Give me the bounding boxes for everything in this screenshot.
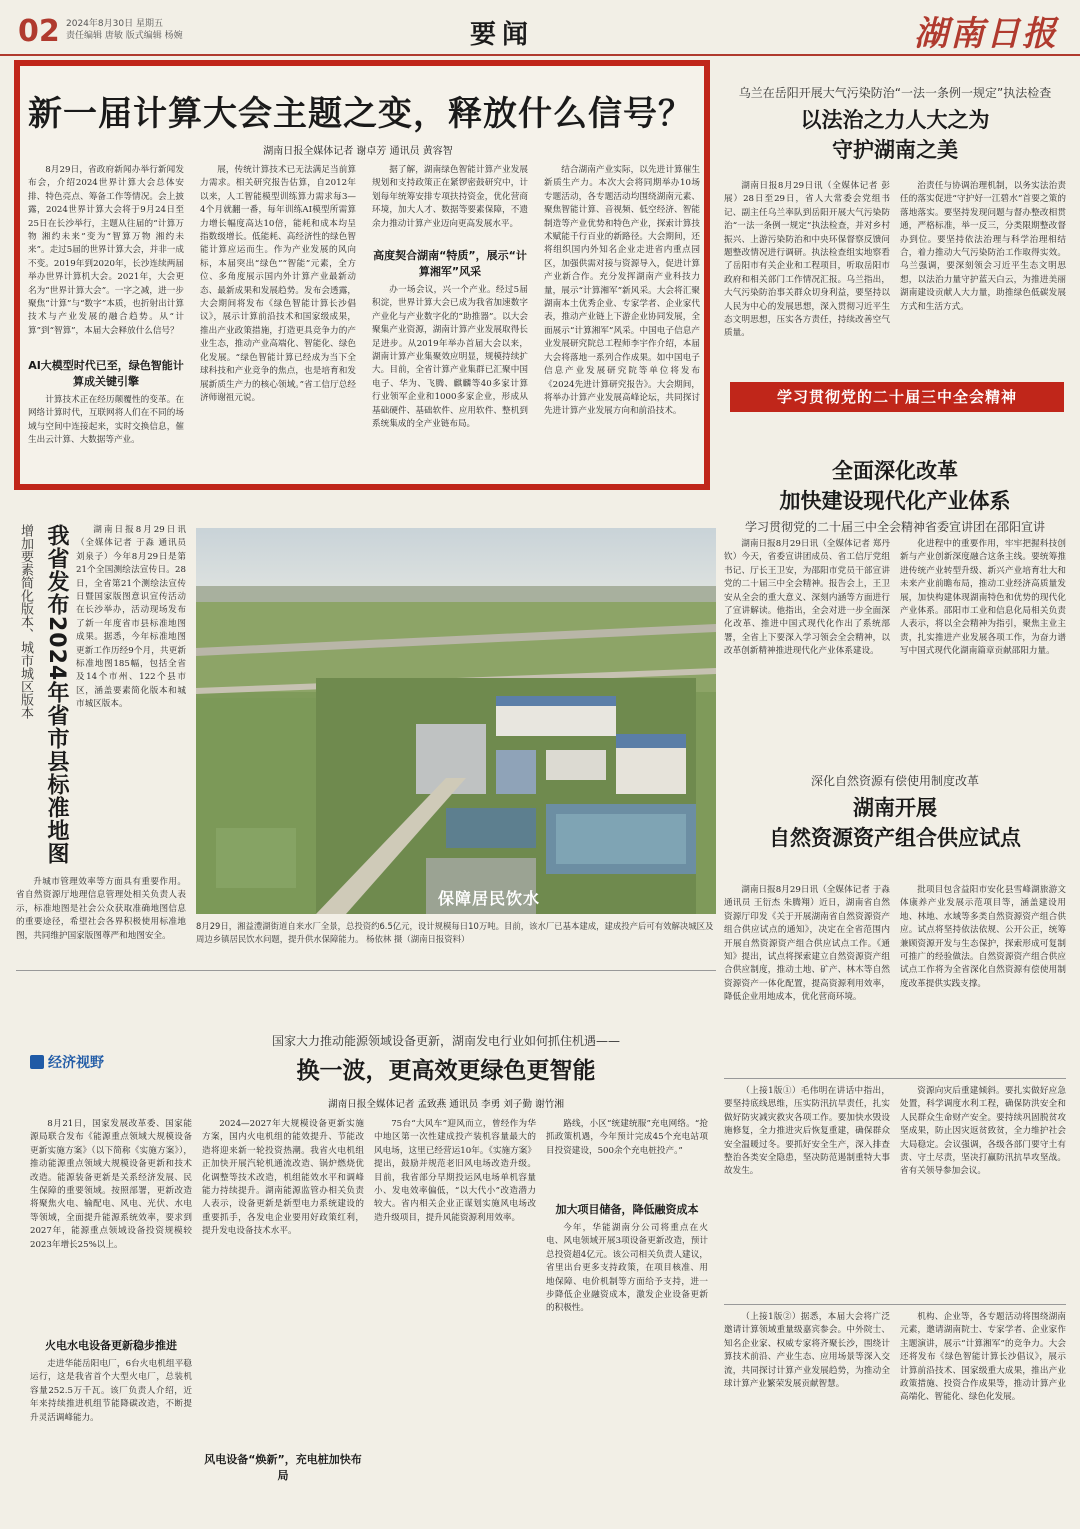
lead-column-3	[372, 164, 528, 482]
masthead-meta	[66, 18, 183, 42]
econ-column-2	[202, 1118, 364, 1522]
story-headline[interactable]: 全面深化改革 加快建设现代化产业体系	[779, 459, 1011, 513]
econ-column-4	[546, 1118, 708, 1522]
econ-section-logo	[30, 1052, 104, 1072]
reform-story[interactable]	[724, 452, 1066, 752]
story-column: （上接1版①）毛伟明在讲话中指出，要坚持底线思维，压实防汛抗旱责任，扎实做好防灾减灾救灾各项工作。要加快水毁设施修复，全力推进灾后恢复重建，确保群众安全温暖过冬。要抓好安全生产，深入排查整治各类安全隐患，坚决防范遏制重特大事故发生。	[724, 1086, 890, 1177]
lead-paragraph: 结合湖南产业实际，以先进计算催生新质生产力。本次大会将同期举办10场专题活动，各专题活动均围绕湖南元素、聚焦智能计算、音视频、低空经济、智能制造等产业优势和特色产业，探索计算技术赋能千行百业的新路径。大会期间，还将组织国内外知名企业走进省内重点园区，加强供需对接与资源导入，促进计算产业新合作。充分发挥湖南产业科技力量，展示“计算湘军”新风采。大会将汇聚湖南本土优秀企业、专家学者、企业家代表，推动产业链上下游企业协同发展，全面展示“计算湘军”风采。中国电子信息产业发展研究院总工程师李宇作介绍，本届大会将落地一系列合作成果。如中国电子信息产业发展研究院等单位将发布《2024先进计算研究报告》。大会期间，将举办计算产业发展高峰论坛，共同探讨先进计算产业发展方向和前沿技术。	[544, 165, 700, 417]
section-title: 要闻	[470, 20, 535, 50]
natural-resources-story[interactable]	[724, 772, 1066, 1072]
econ-column-1	[30, 1118, 192, 1522]
lead-body	[28, 164, 700, 482]
story-column: （上接1版②）据悉，本届大会将广泛邀请计算领域重量级嘉宾参会。中外院士、知名企业家、权威专家将齐聚长沙，围绕计算技术前沿、产业生态、应用场景等深入交流，共同探讨计算产业发展趋势，为推动全球计算产业繁荣发展贡献智慧。	[724, 1312, 890, 1390]
section-divider	[16, 970, 716, 971]
story-headline[interactable]: 我省发布2024年省市县标准地图	[44, 524, 69, 866]
newspaper-logo: 湖南日报	[914, 14, 1058, 54]
econ-headline[interactable]: 换一波，更高效更绿色更智能	[296, 1058, 596, 1084]
story-column: 湖南日报8月29日讯（全媒体记者 于淼 通讯员 刘泉子）今年8月29日是第21个全国测绘法宣传日。28日，全省第21个测绘法宣传日暨国家版图意识宣传活动在长沙举办，活动现场发布了新一年度省市县标准地图成果。据悉，今年标准地图更新工作历经9个月，共更新标准地图185幅，包括全省及14个市州、122个县市区，涵盖要素简化版本和城市城区版本。	[76, 525, 186, 710]
aerial-photo-illustration	[196, 528, 716, 914]
lead-headline[interactable]: 新一届计算大会主题之变，释放什么信号？	[28, 94, 693, 134]
lead-paragraph: 据了解，湖南绿色智能计算产业发展规划和支持政策正在紧锣密鼓研究中，计划每年统筹安排专项扶持资金，优化营商环境，加大人才、数据等要素保障，不遗余力推动计算产业迈向更高发展水平。	[372, 165, 528, 229]
econ-paragraph: 今年，华能湖南分公司将重点在火电、风电领域开展3项设备更新改造，预计总投资超4亿元。该公司相关负责人建议，省里出台更多支持政策，在项目核准、用地保障、电价机制等方面给予支持，进一步降低企业融资成本，激发企业设备更新的积极性。	[546, 1223, 708, 1314]
page-number: 02	[18, 14, 60, 49]
law-enforcement-story[interactable]	[724, 84, 1066, 374]
issue-date: 2024年8月30日 星期五	[66, 19, 163, 29]
story-column: 机构、企业等，各专题活动将围绕湖南元素，邀请湖南院士、专家学者、企业家作主题演讲，展示“计算湘军”的竞争力。大会还将发布《绿色智能计算长沙倡议》，展示计算前沿技术、国家级重大成果，推出产业政策措施、投资合作成果等，推动计算产业高端化、智能化、绿色化发展。	[900, 1312, 1066, 1403]
story-column: 湖南日报8月29日讯（全媒体记者 郑丹钦）今天，省委宣讲团成员、省工信厅党组书记、厅长王卫安，为邵阳市党员干部宣讲党的二十届三中全会精神。报告会上，王卫安从全会的重大意义、深刻内涵等方面进行了宣讲解读。他指出，全会对进一步全面深化改革、推进中国式现代化作出了系统部署，全省上下要深入学习领会全会精神，以改革创新精神推进现代化产业体系建设。	[724, 539, 890, 657]
lead-column-2	[200, 164, 356, 482]
lead-paragraph: 展，传统计算技术已无法满足当前算力需求。相关研究报告估算，自2012年以来，人工智能模型训练算力需求每3—4个月就翻一番，每年训练AI模型所需算力增长幅度高达10倍，能耗和成本均呈指数级增长。低能耗、高经济性的绿色智能计算应运而生。作为产业发展的风向标，本届突出“绿色”“智能”元素，全方位、多角度展示国内外计算产业最新动态、最新成果和发展趋势。发布会透露，大会期间将发布《绿色智能计算长沙倡议》，展示计算前沿技术和国家级成果，推出产业政策措施，打造更具竞争力的产业生态，推动产业高端化、智能化、绿色化发展。“绿色智能计算已经成为当下全球科技和产业竞争的焦点，也是培育和发展新质生产力的核心领域。”省工信厅总经济师谢祖元说。	[200, 165, 356, 403]
econ-logo-icon	[30, 1055, 44, 1069]
lead-paragraph: 办一场会议，兴一个产业。经过5届积淀，世界计算大会已成为我省加速数字产业化与产业数字化的“助推器”。以大会聚集产业资源，湖南计算产业发展取得长足进步。从2019年举办首届大会以来，湖南计算产业集聚效应明显，规模持续扩大。目前，全省计算产业集群已汇聚中国电子、华为、飞腾、麒麟等40多家计算行业领军企业和1000多家企业，形成从基础硬件、基础软件、应用软件、整机到系统集成的全产业链布局。	[372, 285, 528, 430]
story-column: 湖南日报8月29日讯（全媒体记者 于淼 通讯员 王衍杰 朱腾翔）近日，湖南省自然资源厅印发《关于开展湖南省自然资源资产组合供应试点的通知》，决定在全省范围内开展自然资源资产组合供应试点工作。《通知》提出，试点将探索建立自然资源资产组合供应制度，推动土地、矿产、林木等自然资源资产一体化配置，提高资源利用效率，降低企业用地成本，优化营商环境。	[724, 885, 890, 1003]
story-column: 资源向灾后重建倾斜。要扎实做好应急处置，科学调度水利工程，确保防洪安全和人民群众生命财产安全。要持续巩固脱贫攻坚成果，防止因灾返贫致贫，全力维护社会大局稳定。会议强调，各级各部门要守土有责、守土尽责，坚决打赢防汛抗旱攻坚战。省有关领导参加会议。	[900, 1086, 1066, 1177]
econ-paragraph: 8月21日，国家发展改革委、国家能源局联合发布《能源重点领域大规模设备更新实施方案》（以下简称《实施方案》），推动能源重点领域大规模设备更新和技术改造。能源装备更新是关系经济发展、民生保障的重要领域。按照部署，更新改造将聚焦火电、输配电、风电、光伏、水电等领域，全面提升能源系统效率，要求到2027年，能源重点领域设备投资规模较2023年增长25%以上。	[30, 1119, 192, 1250]
story-column: 湖南日报8月29日讯（全媒体记者 彭展）28日至29日，省人大常委会党组书记、副主任乌兰率队到岳阳开展大气污染防治“一法一条例一规定”执法检查，并对乡村振兴、上游污染防治和中央环保督察反馈问题整改情况进行调研。执法检查组实地察看了岳阳市有关企业和工程项目，听取岳阳市政府和相关部门工作情况汇报。乌兰指出，大气污染防治事关群众切身利益，要坚持以人民为中心的发展思想，深入贯彻习近平生态文明思想，压实各方责任，持续改善空气质量。	[724, 181, 890, 339]
econ-column-3	[374, 1118, 536, 1522]
story-kicker: 乌兰在岳阳开展大气污染防治“一法一条例一规定”执法检查	[738, 86, 1052, 100]
story-column: 化进程中的重要作用，牢牢把握科技创新与产业创新深度融合这条主线。要统筹推进传统产业转型升级、新兴产业培育壮大和未来产业前瞻布局，推动工业经济高质量发展，加快构建体现湖南特色和优势的现代化产业体系。邵阳市工业和信息化局相关负责人表示，将以全会精神为指引，聚焦主业主责，扎实推进产业发展各项工作，为奋力谱写中国式现代化湖南篇章贡献邵阳力量。	[900, 539, 1066, 657]
econ-subhead: 风电设备“焕新”，充电桩加快布局	[204, 1453, 362, 1482]
econ-paragraph: 走进华能岳阳电厂，6台火电机组平稳运行，这是我省首个大型火电厂，总装机容量252.5万千瓦。该厂负责人介绍，近年来持续推进机组节能降碳改造，不断提升灵活调峰能力。	[30, 1359, 192, 1423]
econ-byline: 湖南日报全媒体记者 孟致燕 通讯员 李勇 刘子勤 谢竹湘	[328, 1099, 564, 1110]
story-column: 治责任与协调治理机制，以务实法治责任的落实促进“守护好一江碧水”首要之策的落地落实。要坚持发现问题与督办整改相贯通，严格标准，举一反三，分类限期整改督办到位。要坚持依法治理与科学治理相结合，着力推动大气污染防治工作取得实效。乌兰强调，要深刻领会习近平生态文明思想，以法治力量守护蓝天白云，为推进美丽湖南建设贡献人大力量，助推绿色低碳发展方式和生活方式。	[900, 181, 1066, 312]
lead-story[interactable]	[14, 60, 710, 490]
continued-story-2[interactable]	[724, 1304, 1066, 1522]
econ-subhead: 加大项目储备，降低融资成本	[555, 1203, 699, 1216]
lead-subhead: AI大模型时代已至，绿色智能计算成关键引擎	[28, 359, 184, 388]
lead-column-4	[544, 164, 700, 482]
story-column: 升城市管理效率等方面具有重要作用。省自然资源厅地理信息管理处相关负责人表示，标准地图是社会公众获取准确地图信息的重要途径，希望社会各界积极使用标准地图，共同维护国家版图尊严和地图安全。	[16, 877, 186, 941]
story-kicker: 深化自然资源有偿使用制度改革	[810, 774, 979, 788]
theme-banner: 学习贯彻党的二十届三中全会精神	[730, 382, 1064, 412]
lead-subhead: 高度契合湖南“特质”，展示“计算湘军”风采	[373, 249, 527, 278]
econ-paragraph: 2024—2027年大规模设备更新实施方案，国内火电机组的能效提升、节能改造将迎来新一轮投资热潮。我省火电机组正加快开展汽轮机通流改造、锅炉燃烧优化调整等技术改造，机组能效水平和调峰能力持续提升。湖南能源监管办相关负责人表示，设备更新是新型电力系统建设的重要抓手，各发电企业要用好政策红利，提升发电设备技术水平。	[202, 1119, 364, 1237]
lead-byline: 湖南日报全媒体记者 谢卓芳 通讯员 黄容智	[263, 146, 453, 157]
story-column: 批项目包含益阳市安化县雪峰湖旅游文体康养产业发展示范项目等，涵盖建设用地、林地、水域等多类自然资源资产组合供应。试点将坚持依法依规、公开公正，统筹兼顾资源开发与生态保护，探索形成可复制可推广的经验做法。自然资源资产组合供应试点工作将为全省深化自然资源有偿使用制度改革提供实践支撑。	[900, 885, 1066, 989]
water-plant-photo	[196, 528, 716, 914]
lead-paragraph: 计算技术正在经历颠覆性的变革。在网络计算时代，互联网将人们在不同的场域与空间中连接起来，实时交换信息，催生出云计算、大数据等产业。	[28, 395, 184, 446]
story-headline[interactable]: 湖南开展 自然资源资产组合供应试点	[769, 796, 1021, 850]
econ-paragraph: 路线，小区“统建统服”充电网络。“抢抓政策机遇，今年预计完成45个充电站项目投资建设，500余个充电桩投产。”	[546, 1119, 708, 1156]
photo-caption-title: 保障居民饮水	[438, 889, 541, 908]
econ-logo-text: 经济视野	[48, 1055, 104, 1071]
story-headline[interactable]: 以法治之力人大之为 守护湖南之美	[800, 108, 990, 162]
econ-paragraph: 75台“大风车”迎风而立，曾经作为华中地区第一次性建成投产装机容量最大的风电场，这里已经营运10年。《实施方案》提出，鼓励并规范老旧风电场改造升级。目前，我省部分早期投运风电场单机容量小、发电效率偏低，“以大代小”改造潜力较大。省内相关企业正谋划实施风电场改造升级项目，提升风能资源利用效率。	[374, 1119, 536, 1223]
lead-column-1	[28, 164, 184, 482]
lead-paragraph: 8月29日，省政府新闻办举行新闻发布会，介绍2024世界计算大会总体安排、特色亮点、筹备工作等情况。会上披露，2024世界计算大会将于9月24日至25日在长沙举行，主题从往届的“计算万物 湘约未来”变为“智算万物 湘约未来”。走过5届的世界计算大会，并非一成不变。2019年到2020年，长沙连续两届举办世界计算机大会。2021年，大会更名为“世界计算大会”。一字之减，进一步聚焦“计算”与“数字”本质，也折射出计算技术与产业发展的融合趋势。从“计算”到“智算”，本届大会释放什么信号？	[28, 165, 184, 336]
continued-story-1[interactable]	[724, 1078, 1066, 1300]
econ-subhead: 火电水电设备更新稳步推进	[45, 1339, 177, 1352]
story-subtitle: 增加要素简化版本、城市城区版本	[18, 524, 33, 719]
editor-credits: 责任编辑 唐敏 版式编辑 杨婉	[66, 31, 183, 41]
masthead	[0, 0, 1080, 56]
photo-caption: 8月29日，湘益澧湖街道自来水厂全景，总投资约6.5亿元，设计规模每日10万吨。目前，该水厂已基本建成，建成投产后可有效解决城区及周边乡镇居民饮水问题，提升供水保障能力。 杨依林 摄（湖南日报资料）	[196, 921, 714, 944]
story-subtitle: 学习贯彻党的二十届三中全会精神省委宣讲团在邵阳宣讲	[744, 520, 1045, 534]
econ-kicker: 国家大力推动能源领域设备更新，湖南发电行业如何抓住机遇——	[271, 1034, 620, 1048]
